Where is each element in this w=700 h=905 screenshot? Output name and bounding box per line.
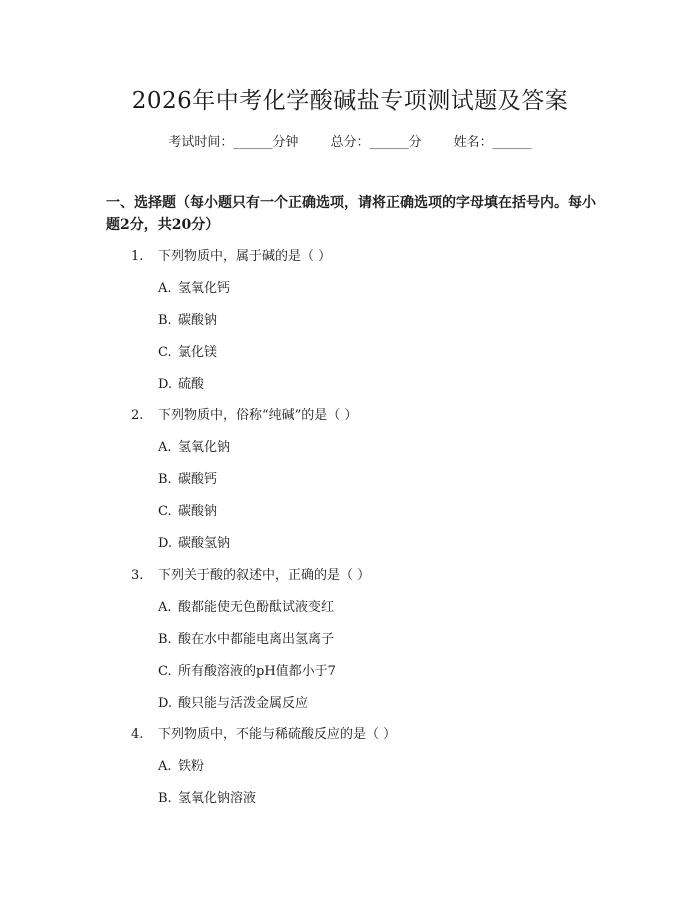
option-text: 碳酸氢钠: [178, 536, 231, 551]
question-2-option-d: [158, 532, 230, 551]
student-name-field: 姓名：______: [453, 135, 532, 150]
option-letter: A.: [158, 440, 172, 455]
exam-info-line: [0, 131, 700, 150]
option-text: 碳酸钠: [178, 504, 218, 519]
question-1-option-d: [158, 373, 204, 392]
option-letter: D.: [158, 377, 173, 392]
question-1: [131, 245, 331, 264]
option-letter: B.: [158, 791, 172, 806]
option-text: 酸只能与活泼金属反应: [178, 696, 309, 711]
option-text: 氢氧化钠: [178, 440, 231, 455]
question-2: [131, 404, 357, 423]
option-letter: C.: [158, 345, 172, 360]
question-1-option-b: [158, 309, 217, 328]
option-text: 氢氧化钠溶液: [178, 791, 257, 806]
option-text: 酸在水中都能电离出氢离子: [178, 632, 335, 647]
option-letter: D.: [158, 696, 173, 711]
option-letter: B.: [158, 472, 172, 487]
question-1-option-a: [158, 277, 230, 296]
question-number: 3.: [131, 568, 144, 583]
option-letter: B.: [158, 313, 172, 328]
question-3: [131, 564, 370, 583]
document-title: 2026年中考化学酸碱盐专项测试题及答案: [131, 88, 569, 114]
question-number: 1.: [131, 249, 144, 264]
option-text: 碳酸钙: [178, 472, 218, 487]
question-3-option-c: [158, 660, 336, 679]
question-3-option-d: [158, 692, 308, 711]
question-2-option-c: [158, 500, 217, 519]
question-2-option-a: [158, 436, 230, 455]
question-text: 下列物质中，属于碱的是（ ）: [158, 249, 332, 264]
option-letter: A.: [158, 281, 172, 296]
option-text: 硫酸: [178, 377, 205, 392]
option-letter: A.: [158, 759, 172, 774]
option-text: 氯化镁: [178, 345, 218, 360]
exam-score-field: 总分：______分: [330, 135, 422, 150]
question-3-option-b: [158, 628, 334, 647]
option-letter: B.: [158, 632, 172, 647]
option-text: 碳酸钠: [178, 313, 218, 328]
option-text: 酸都能使无色酚酞试液变红: [178, 600, 335, 615]
question-4: [131, 723, 396, 742]
section-heading: 一、选择题（每小题只有一个正确选项，请将正确选项的字母填在括号内。每小题2分，共20分）: [106, 195, 596, 233]
question-4-option-b: [158, 787, 256, 806]
question-2-option-b: [158, 468, 217, 487]
question-text: 下列物质中，不能与稀硫酸反应的是（ ）: [158, 727, 397, 742]
question-text: 下列物质中，俗称“纯碱”的是（ ）: [158, 408, 358, 423]
question-4-option-a: [158, 755, 204, 774]
question-number: 2.: [131, 408, 144, 423]
question-1-option-c: [158, 341, 217, 360]
question-3-option-a: [158, 596, 334, 615]
question-text: 下列关于酸的叙述中，正确的是（ ）: [158, 568, 371, 583]
exam-time-field: 考试时间：______分钟: [168, 135, 299, 150]
question-number: 4.: [131, 727, 144, 742]
option-letter: C.: [158, 504, 172, 519]
option-text: 所有酸溶液的pH值都小于7: [178, 664, 336, 679]
option-text: 铁粉: [178, 759, 205, 774]
option-letter: A.: [158, 600, 172, 615]
option-letter: C.: [158, 664, 172, 679]
option-text: 氢氧化钙: [178, 281, 231, 296]
option-letter: D.: [158, 536, 173, 551]
